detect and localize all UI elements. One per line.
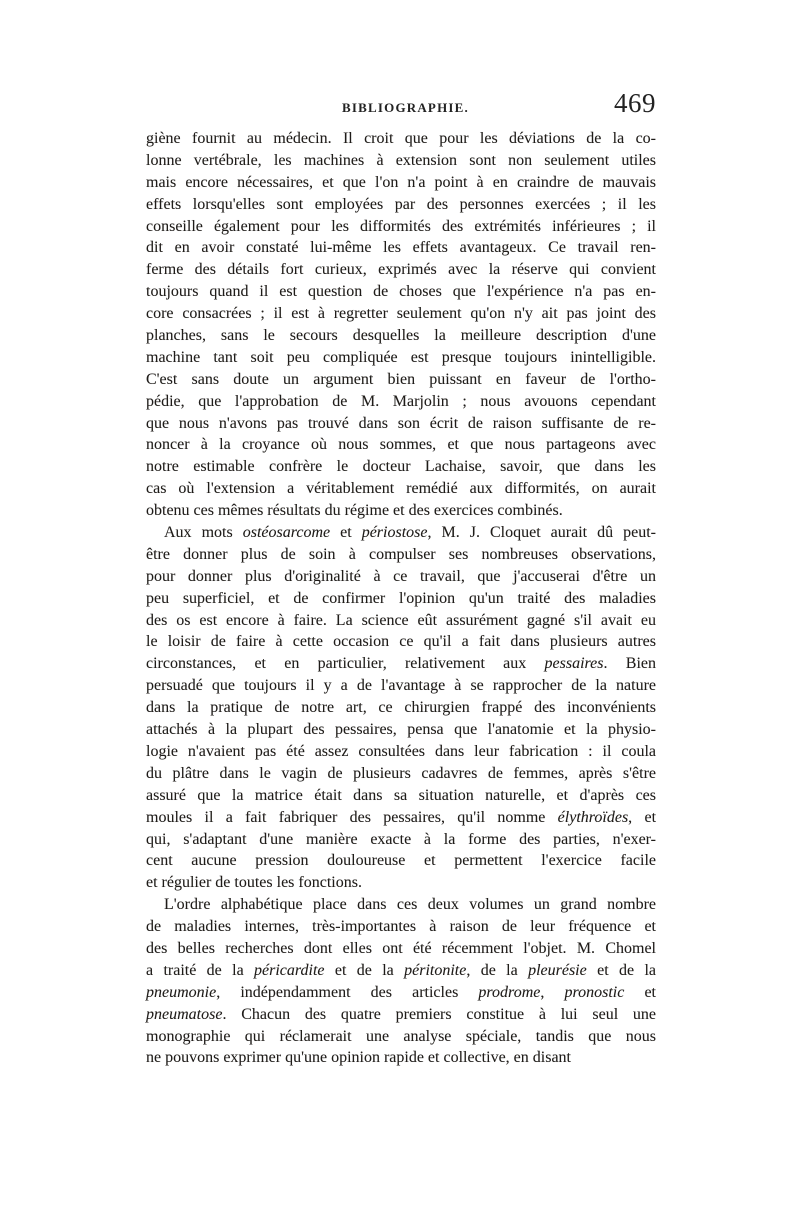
text-run: machine tant soit peu compliquée est presque toujours inintelligible. <box>146 348 656 366</box>
text-run: L'ordre alphabétique place dans ces deux volumes un grand nombre <box>164 896 656 914</box>
text-run: le loisir de faire à cette occasion ce qu'il a fait dans plusieurs autres <box>146 633 656 651</box>
text-run: toujours quand il est question de choses que l'expérience n'a pas en- <box>146 283 656 301</box>
text-run: lonne vertébrale, les machines à extension sont non seulement utiles <box>146 151 656 169</box>
text-line <box>146 719 656 741</box>
text-run: pédie, que l'approbation de M. Marjolin ; nous avouons cependant <box>146 392 656 410</box>
text-run: et régulier de toutes les fonctions. <box>146 874 362 892</box>
text-line <box>146 325 656 347</box>
italic-term: ostéosarcome <box>242 524 331 542</box>
italic-term: péritonite <box>404 961 467 979</box>
text-run: de maladies internes, très-importantes à raison de leur fréquence et <box>146 918 656 936</box>
text-line <box>146 785 656 807</box>
text-run: C'est sans doute un argument bien puissant en faveur de l'ortho- <box>146 370 656 388</box>
text-run: conseille également pour les difformités des extrémités inférieures ; il <box>146 217 656 235</box>
text-line <box>146 850 656 872</box>
text-line <box>146 566 656 588</box>
text-line <box>146 303 656 325</box>
text-run: , <box>540 983 565 1001</box>
text-run: giène fournit au médecin. Il croit que pour les déviations de la co- <box>146 130 656 147</box>
italic-term: péricardite <box>254 961 325 979</box>
text-line <box>146 807 656 829</box>
text-run: effets lorsqu'elles sont employées par des personnes exercées ; il les <box>146 195 656 213</box>
text-run: a traité de la <box>146 961 255 979</box>
text-line <box>146 588 656 610</box>
page-number: 469 <box>614 88 656 118</box>
text-run: ne pouvons exprimer qu'une opinion rapide et collective, en disant <box>146 1049 571 1067</box>
text-run: dit en avoir constaté lui-même les effets avantageux. Ce travail ren- <box>146 239 656 257</box>
text-run: et <box>624 983 656 1001</box>
text-run: , et <box>628 808 657 826</box>
text-line <box>146 829 656 851</box>
text-run: ferme des détails fort curieux, exprimés avec la réserve qui convient <box>146 261 656 279</box>
text-line <box>146 281 656 303</box>
text-line <box>146 237 656 259</box>
text-run: Aux mots <box>164 524 243 542</box>
text-line <box>146 675 656 697</box>
paragraph <box>146 128 656 522</box>
text-line <box>146 1026 656 1048</box>
text-line <box>146 128 656 150</box>
text-line <box>146 456 656 478</box>
text-run: moules il a fait fabriquer des pessaires, qu'il nomme <box>146 808 558 826</box>
text-run: des belles recherches dont elles ont été récemment l'objet. M. Chomel <box>146 939 656 957</box>
text-line <box>146 150 656 172</box>
italic-term: prodrome <box>478 983 541 1001</box>
text-run: persuadé que toujours il y a de l'avantage à se rapprocher de la nature <box>146 677 656 695</box>
text-run: attachés à la plupart des pessaires, pensa que l'anatomie et la physio- <box>146 721 656 739</box>
text-run: notre estimable confrère le docteur Lachaise, savoir, que dans les <box>146 458 656 476</box>
text-run: mais encore nécessaires, et que l'on n'a point à en craindre de mauvais <box>146 173 656 191</box>
text-run: être donner plus de soin à compulser ses nombreuses observations, <box>146 545 656 563</box>
running-title: BIBLIOGRAPHIE. <box>342 100 469 115</box>
body-text <box>146 128 656 1069</box>
text-run: des os est encore à faire. La science eût assurément gagné s'il avait eu <box>146 611 656 629</box>
text-line <box>146 522 656 544</box>
text-run: cas où l'extension a véritablement remédié aux difformités, on aurait <box>146 480 656 498</box>
text-run: , de la <box>466 961 529 979</box>
text-run: , M. J. Cloquet aurait dû peut- <box>427 524 657 542</box>
text-run: planches, sans le secours desquelles la meilleure description d'une <box>146 327 656 345</box>
text-line <box>146 391 656 413</box>
text-line <box>146 194 656 216</box>
text-line <box>146 434 656 456</box>
text-line <box>146 763 656 785</box>
italic-term: élythroïdes <box>557 808 629 826</box>
paragraph <box>146 522 656 894</box>
text-run: dans la pratique de notre art, ce chirurgien frappé des inconvénients <box>146 699 656 717</box>
text-line <box>146 610 656 632</box>
text-run: noncer à la croyance où nous sommes, et que nous partageons avec <box>146 436 656 454</box>
text-run: et <box>330 524 362 542</box>
text-line <box>146 697 656 719</box>
text-run: . Chacun des quatre premiers constitue à lui seul une <box>222 1005 656 1023</box>
italic-term: pneumonie <box>146 983 217 1001</box>
text-line <box>146 938 656 960</box>
text-run: pour donner plus d'originalité à ce travail, que j'accuserai d'être un <box>146 567 656 585</box>
text-line <box>146 894 656 916</box>
text-run: . Bien <box>603 655 656 673</box>
text-run: et de la <box>324 961 405 979</box>
text-line <box>146 741 656 763</box>
italic-term: pessaires <box>544 655 604 673</box>
italic-term: pronostic <box>564 983 625 1001</box>
running-head <box>146 88 656 128</box>
text-run: assuré que la matrice était dans sa situation naturelle, et d'après ces <box>146 786 656 804</box>
text-run: , indépendamment des articles <box>216 983 479 1001</box>
text-line <box>146 500 656 522</box>
text-run: monographie qui réclamerait une analyse spéciale, tandis que nous <box>146 1027 656 1045</box>
italic-term: périostose <box>361 524 428 542</box>
text-line <box>146 216 656 238</box>
text-run: du plâtre dans le vagin de plusieurs cadavres de femmes, après s'être <box>146 764 656 782</box>
text-line <box>146 631 656 653</box>
text-line <box>146 544 656 566</box>
text-run: logie n'avaient pas été assez consultées dans leur fabrication : il coula <box>146 742 656 760</box>
text-run: core consacrées ; il est à regretter seulement qu'on n'y ait pas joint des <box>146 305 656 323</box>
text-line <box>146 172 656 194</box>
text-line <box>146 1004 656 1026</box>
text-line <box>146 916 656 938</box>
text-run: circonstances, et en particulier, relativement aux <box>146 655 545 673</box>
text-line <box>146 413 656 435</box>
paragraph <box>146 894 656 1069</box>
text-line <box>146 478 656 500</box>
text-line <box>146 1047 656 1069</box>
text-run: que nous n'avons pas trouvé dans son écrit de raison suffisante de re- <box>146 414 656 432</box>
italic-term: pleurésie <box>528 961 587 979</box>
text-line <box>146 982 656 1004</box>
text-line <box>146 960 656 982</box>
text-line <box>146 347 656 369</box>
text-line <box>146 259 656 281</box>
italic-term: pneumatose <box>146 1005 223 1023</box>
text-run: cent aucune pression douloureuse et permettent l'exercice facile <box>146 852 656 870</box>
text-line <box>146 653 656 675</box>
text-run: qui, s'adaptant d'une manière exacte à la forme des parties, n'exer- <box>146 830 656 848</box>
text-line <box>146 369 656 391</box>
text-run: et de la <box>586 961 656 979</box>
text-run: peu superficiel, et de confirmer l'opinion qu'un traité des maladies <box>146 589 656 607</box>
text-run: obtenu ces mêmes résultats du régime et des exercices combinés. <box>146 502 563 520</box>
text-line <box>146 872 656 894</box>
